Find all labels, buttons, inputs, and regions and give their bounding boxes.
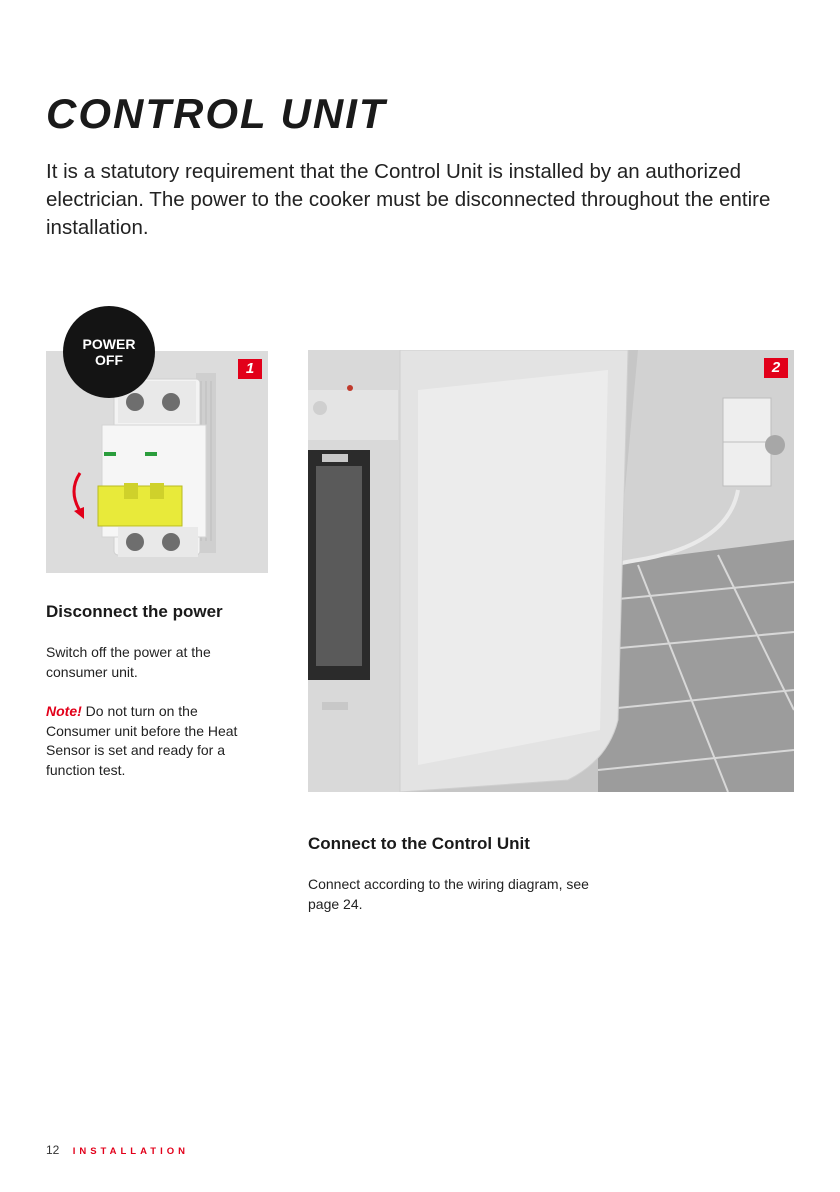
step-1-number: 1: [238, 359, 262, 379]
badge-line-1: POWER: [82, 336, 136, 352]
note-text: Do not turn on the Consumer unit before the Heat Sensor is set and ready for a function test.: [46, 703, 238, 778]
cooker-illustration: [308, 350, 794, 792]
badge-line-2: OFF: [95, 352, 123, 368]
step-2-text: Connect according to the wiring diagram, see page 24.: [308, 876, 589, 912]
step-2-number: 2: [764, 358, 788, 378]
note-label: Note!: [46, 703, 82, 719]
step-2-heading: Connect to the Control Unit: [308, 834, 530, 853]
intro-paragraph: It is a statutory requirement that the Control Unit is installed by an authorized electrician. The power to the cooker must be disconnected throughout the entire installation.: [46, 160, 771, 239]
power-off-badge: [63, 306, 155, 398]
step-1-note: [46, 702, 261, 780]
step-1-heading: Disconnect the power: [46, 602, 223, 621]
step-1-text: Switch off the power at the consumer unit.: [46, 644, 211, 680]
page-title: CONTROL UNIT: [46, 90, 387, 137]
section-label: INSTALLATION: [72, 1146, 189, 1157]
page-number: 12: [46, 1143, 60, 1157]
page-footer: [46, 1143, 189, 1157]
cooker-scene-icon: [308, 350, 794, 792]
